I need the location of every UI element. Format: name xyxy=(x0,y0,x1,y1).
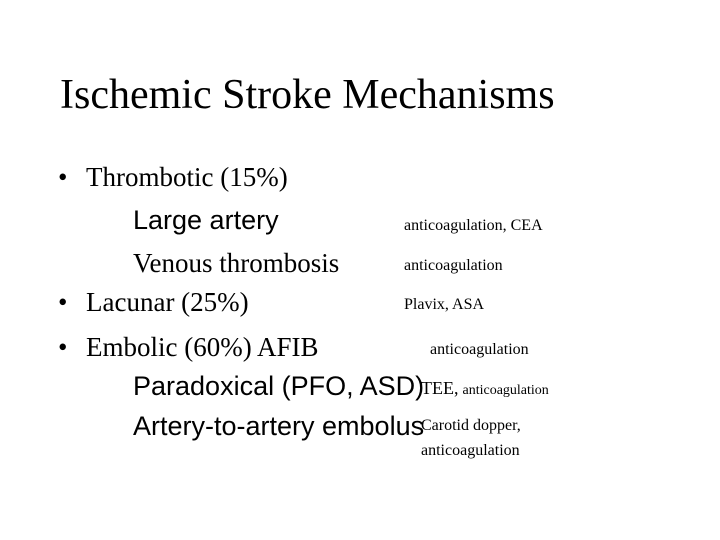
note-paradoxical xyxy=(421,379,549,398)
bullet-embolic xyxy=(58,334,318,361)
note-tee: TEE, xyxy=(421,378,459,398)
bullet-label: Thrombotic (15%) xyxy=(86,162,288,192)
slide-title: Ischemic Stroke Mechanisms xyxy=(60,72,555,118)
note-artery-anticoag: anticoagulation xyxy=(421,442,520,459)
bullet-thrombotic xyxy=(58,164,288,191)
bullet-marker: • xyxy=(58,162,68,192)
subitem-venous: Venous thrombosis xyxy=(133,248,340,278)
bullet-marker: • xyxy=(58,332,68,362)
bullet-lacunar xyxy=(58,289,249,316)
note-large-artery: anticoagulation, CEA xyxy=(404,217,543,234)
bullet-label: Embolic (60%) AFIB xyxy=(86,332,319,362)
note-anticoag: anticoagulation xyxy=(462,383,549,398)
note-carotid: Carotid dopper, xyxy=(421,417,521,434)
note-venous: anticoagulation xyxy=(404,257,503,274)
bullet-label: Lacunar (25%) xyxy=(86,287,249,317)
subitem-paradoxical: Paradoxical (PFO, ASD) xyxy=(133,371,425,401)
subitem-artery-to-artery: Artery-to-artery embolus xyxy=(133,411,425,441)
bullet-marker: • xyxy=(58,287,68,317)
subitem-large-artery: Large artery xyxy=(133,205,279,235)
note-lacunar: Plavix, ASA xyxy=(404,296,485,313)
note-afib: anticoagulation xyxy=(430,341,529,358)
